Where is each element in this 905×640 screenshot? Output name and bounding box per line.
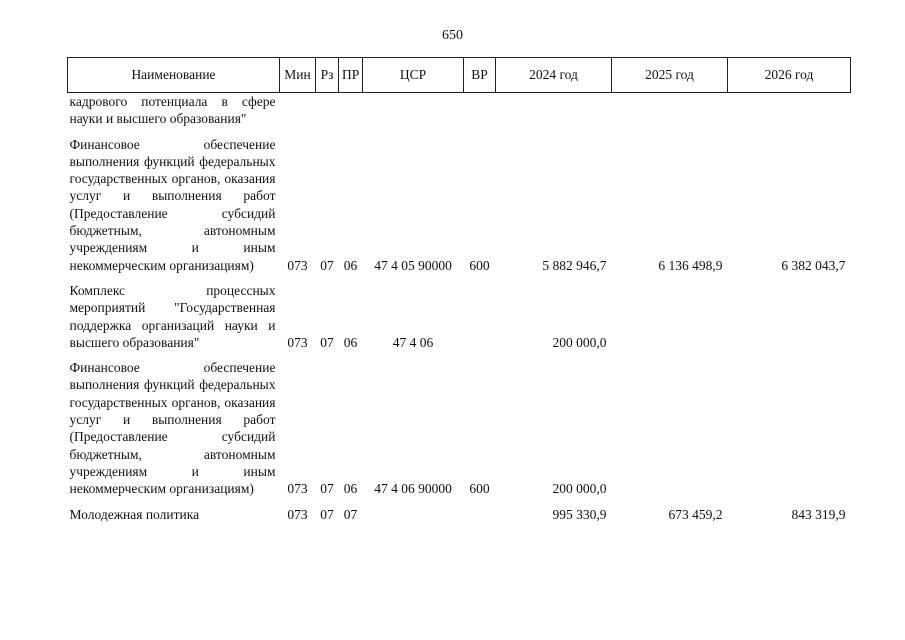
- row-pr: [339, 93, 363, 136]
- row-min: 073: [287, 257, 308, 273]
- row-2024: 5 882 946,7: [542, 257, 607, 273]
- row-min: 073: [287, 506, 308, 522]
- table-row: [68, 282, 851, 359]
- row-csr: [363, 93, 464, 136]
- row-2024: 995 330,9: [552, 506, 607, 522]
- row-vr: 600: [469, 257, 490, 273]
- row-pr: 06: [343, 334, 358, 350]
- row-2025: [612, 359, 728, 505]
- row-name: Комплекс процессных мероприятий "Государственная поддержка организаций науки и высшего образования": [69, 282, 276, 350]
- table-row: [68, 136, 851, 282]
- budget-table: [67, 57, 851, 523]
- row-vr: 600: [469, 481, 490, 497]
- row-name: Финансовое обеспечение выполнения функций федеральных государственных органов, оказания услуг и выполнения работ (Предоставление субсидий бюджетным, автономным учреждениям и иным некоммерческим организациям): [69, 360, 276, 497]
- row-2026: [728, 282, 851, 359]
- row-rz: 07: [320, 257, 334, 273]
- row-name: Финансовое обеспечение выполнения функций федеральных государственных органов, оказания услуг и выполнения работ (Предоставление субсидий бюджетным, автономным учреждениям и иным некоммерческим организациям): [69, 136, 276, 273]
- row-2025: 673 459,2: [668, 506, 723, 522]
- table-header-row: [68, 58, 851, 93]
- page-number: 650: [442, 28, 463, 43]
- row-vr: [464, 282, 496, 359]
- row-rz: [316, 93, 339, 136]
- row-2026: 843 319,9: [791, 506, 846, 522]
- row-vr: [464, 506, 496, 523]
- row-min: 073: [287, 334, 308, 350]
- header-2026: 2026 год: [728, 58, 851, 93]
- header-rz: Рз: [316, 58, 339, 93]
- row-2024: 200 000,0: [552, 334, 607, 350]
- table-row: [68, 93, 851, 136]
- row-rz: 07: [320, 506, 334, 522]
- row-vr: [464, 93, 496, 136]
- row-2024: 200 000,0: [552, 481, 607, 497]
- row-pr: 06: [343, 257, 358, 273]
- row-pr: 07: [343, 506, 358, 522]
- table-row: [68, 506, 851, 523]
- row-csr: [363, 506, 464, 523]
- row-2025: 6 136 498,9: [658, 257, 723, 273]
- row-csr: 47 4 06: [392, 334, 434, 350]
- row-2024: [496, 93, 612, 136]
- row-2026: 6 382 043,7: [781, 257, 846, 273]
- header-vr: ВР: [464, 58, 496, 93]
- header-min: Мин: [280, 58, 316, 93]
- header-pr: ПР: [339, 58, 363, 93]
- header-name: Наименование: [68, 58, 280, 93]
- header-2025: 2025 год: [612, 58, 728, 93]
- header-csr: ЦСР: [363, 58, 464, 93]
- row-2025: [612, 282, 728, 359]
- row-name: кадрового потенциала в сфере науки и высшего образования": [69, 94, 276, 127]
- row-csr: 47 4 05 90000: [374, 257, 452, 273]
- row-rz: 07: [320, 334, 334, 350]
- row-csr: 47 4 06 90000: [374, 481, 452, 497]
- row-min: 073: [287, 481, 308, 497]
- table-row: [68, 359, 851, 505]
- row-rz: 07: [320, 481, 334, 497]
- header-2024: 2024 год: [496, 58, 612, 93]
- row-2025: [612, 93, 728, 136]
- row-pr: 06: [343, 481, 358, 497]
- row-name: Молодежная политика: [69, 506, 200, 522]
- row-min: [280, 93, 316, 136]
- row-2026: [728, 359, 851, 505]
- row-2026: [728, 93, 851, 136]
